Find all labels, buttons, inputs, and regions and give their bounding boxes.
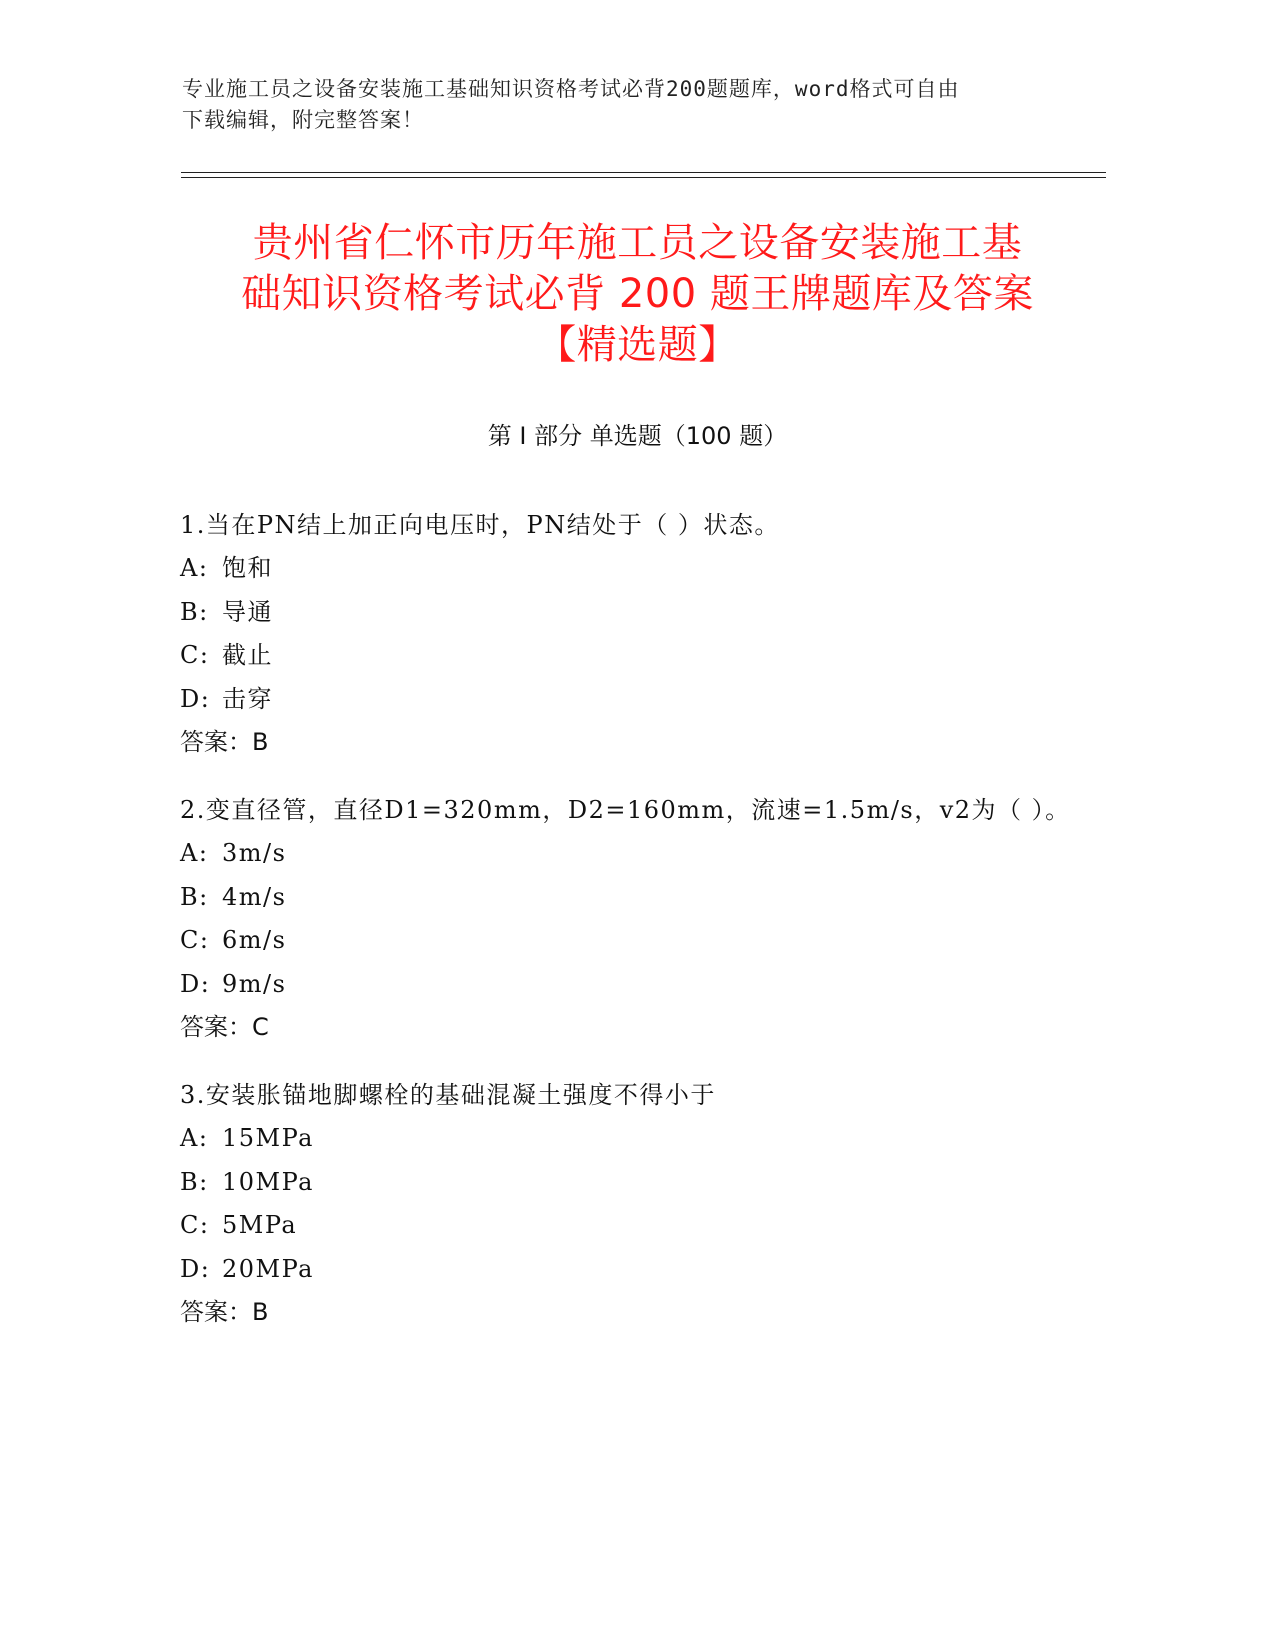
option-c <box>180 1207 1080 1243</box>
section-title: 第 I 部分 单选题（100 题） <box>487 422 788 450</box>
answer-text: 答案：B <box>180 728 269 756</box>
header-note-line-1: 专业施工员之设备安装施工基础知识资格考试必背200题题库，word格式可自由 <box>182 77 960 101</box>
option-letter: A: <box>180 554 209 582</box>
option-b <box>180 594 1080 630</box>
header-divider-bottom <box>181 177 1106 178</box>
option-text: 截止 <box>222 641 273 669</box>
answer-text: 答案：C <box>180 1013 269 1041</box>
option-d <box>180 1251 1080 1287</box>
option-text: 4m/s <box>222 882 287 911</box>
option-letter: D: <box>180 684 211 713</box>
question-2 <box>180 792 1080 1045</box>
option-letter: B: <box>180 1167 209 1196</box>
option-letter: D: <box>180 969 211 998</box>
option-letter: D: <box>180 1254 211 1283</box>
option-d <box>180 966 1080 1002</box>
header-divider-top <box>181 172 1106 173</box>
option-a <box>180 835 1080 871</box>
option-a <box>180 550 1080 586</box>
question-text: 1.当在PN结上加正向电压时，PN结处于（ ）状态。 <box>180 511 780 539</box>
document-title-line-3: 【精选题】 <box>536 322 739 368</box>
option-a <box>180 1120 1080 1156</box>
option-b <box>180 879 1080 915</box>
document-title-line-1: 贵州省仁怀市历年施工员之设备安装施工基 <box>252 220 1023 266</box>
header-note <box>182 74 1062 136</box>
option-c <box>180 637 1080 673</box>
option-text: 3m/s <box>222 839 287 867</box>
question-3 <box>180 1077 1080 1330</box>
option-letter: C: <box>180 926 210 954</box>
option-letter: A: <box>180 839 209 867</box>
question-list <box>180 507 1080 1362</box>
option-text: 10MPa <box>222 1167 314 1196</box>
option-c <box>180 922 1080 958</box>
option-letter: B: <box>180 882 209 911</box>
option-text: 9m/s <box>222 969 287 998</box>
answer-text: 答案：B <box>180 1298 269 1326</box>
option-letter: C: <box>180 1211 210 1239</box>
option-text: 击穿 <box>222 684 273 713</box>
option-d <box>180 681 1080 717</box>
option-text: 饱和 <box>222 554 273 582</box>
header-note-line-2: 下载编辑，附完整答案！ <box>182 108 424 132</box>
document-title <box>150 218 1125 371</box>
question-1 <box>180 507 1080 760</box>
option-letter: A: <box>180 1124 209 1152</box>
option-letter: C: <box>180 641 210 669</box>
option-text: 5MPa <box>222 1211 298 1239</box>
document-title-line-2: 础知识资格考试必背 200 题王牌题库及答案 <box>241 271 1034 317</box>
option-text: 20MPa <box>222 1254 314 1283</box>
option-letter: B: <box>180 597 209 626</box>
question-text: 2.变直径管，直径D1=320mm，D2=160mm，流速=1.5m/s，v2为（ ）。 <box>180 796 1071 824</box>
option-b <box>180 1164 1080 1200</box>
question-text: 3.安装胀锚地脚螺栓的基础混凝土强度不得小于 <box>180 1081 716 1109</box>
option-text: 6m/s <box>222 926 287 954</box>
option-text: 15MPa <box>222 1124 314 1152</box>
option-text: 导通 <box>222 597 273 626</box>
